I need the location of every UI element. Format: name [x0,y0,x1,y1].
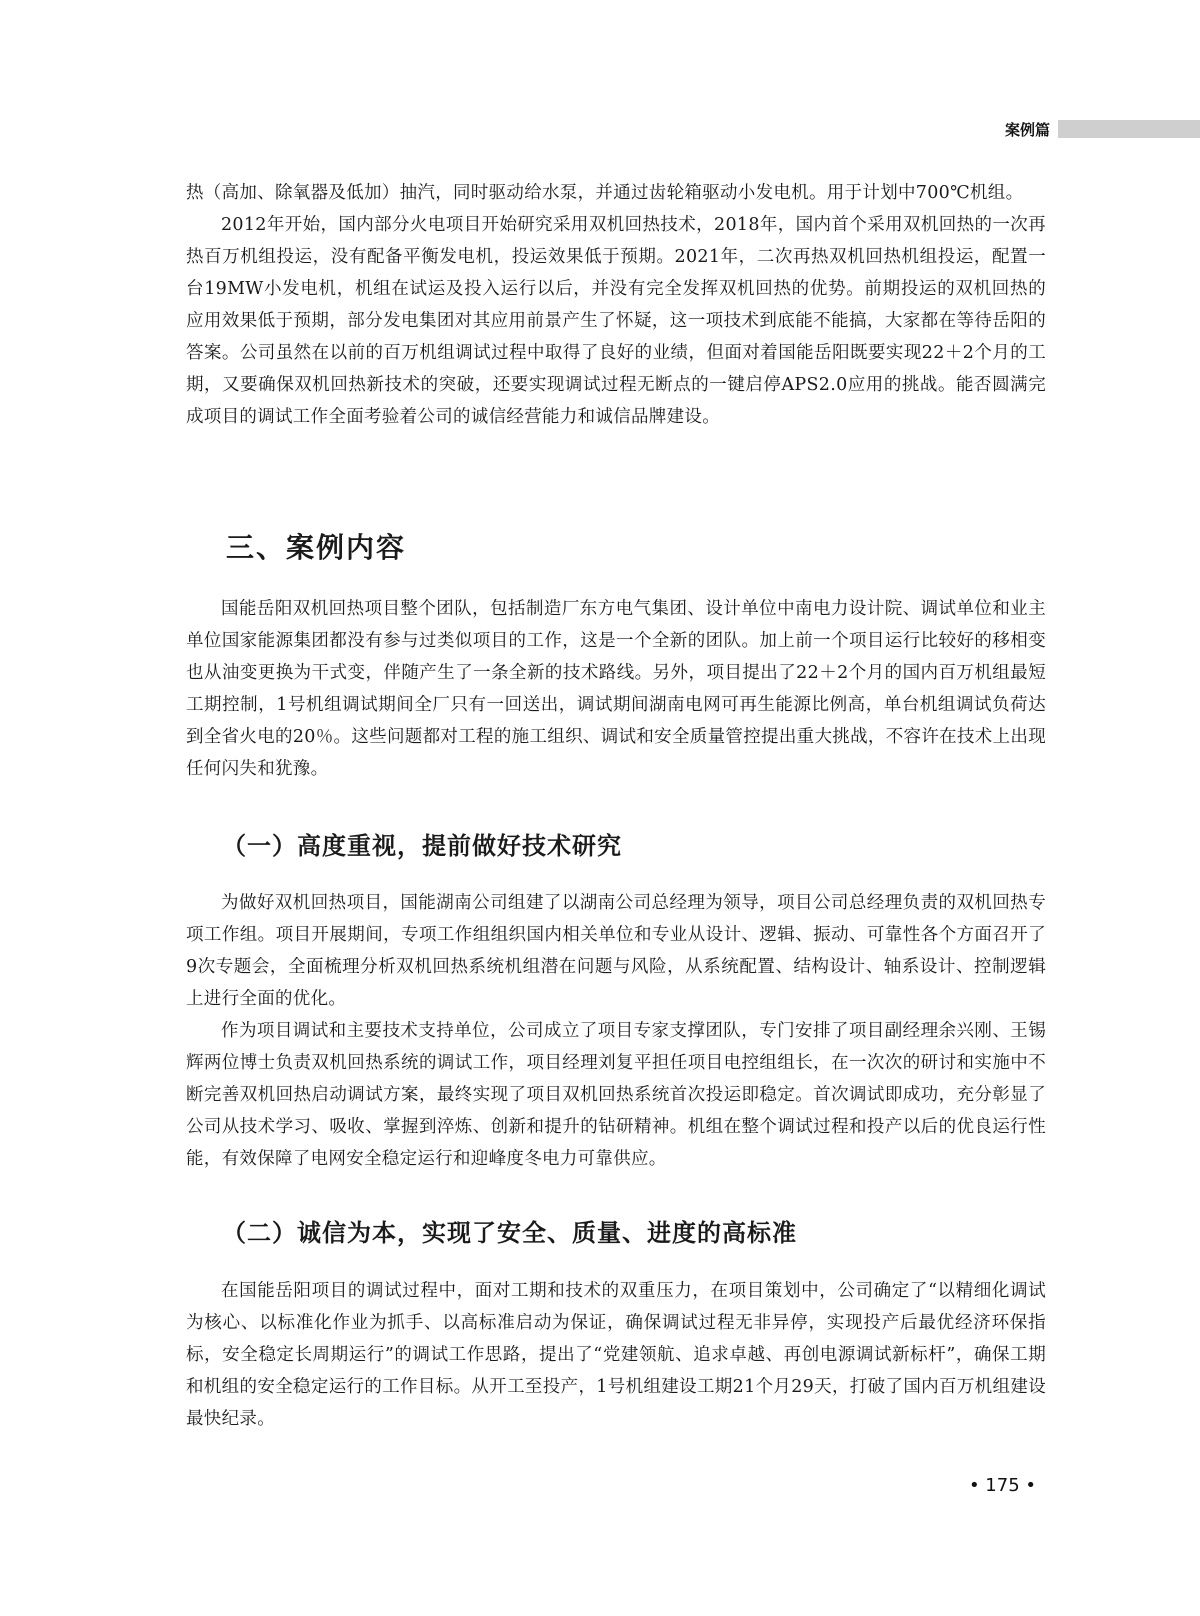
sub1-body [186,887,1046,1175]
sub2-body [186,1275,1046,1435]
paragraph: 国能岳阳双机回热项目整个团队，包括制造厂东方电气集团、设计单位中南电力设计院、调试单位和业主单位国家能源集团都没有参与过类似项目的工作，这是一个全新的团队。加上前一个项目运行比较好的移相变也从油变更换为干式变，伴随产生了一条全新的技术路线。另外，项目提出了22＋2个月的国内百万机组最短工期控制，1号机组调试期间全厂只有一回送出，调试期间湖南电网可再生能源比例高，单台机组调试负荷达到全省火电的20％。这些问题都对工程的施工组织、调试和安全质量管控提出重大挑战，不容许在技术上出现任何闪失和犹豫。 [186,599,1046,779]
paragraph: 在国能岳阳项目的调试过程中，面对工期和技术的双重压力，在项目策划中，公司确定了“以精细化调试为核心、以标准化作业为抓手、以高标准启动为保证，确保调试过程无非异停，实现投产后最优经济环保指标，安全稳定长周期运行”的调试工作思路，提出了“党建领航、追求卓越、再创电源调试新标杆”，确保工期和机组的安全稳定运行的工作目标。从开工至投产，1号机组建设工期21个月29天，打破了国内百万机组建设最快纪录。 [186,1281,1046,1429]
section-heading: 三、案例内容 [226,531,407,564]
intro-block [186,177,1046,433]
paragraph: 热（高加、除氧器及低加）抽汽，同时驱动给水泵，并通过齿轮箱驱动小发电机。用于计划中700℃机组。 [186,183,1024,203]
section3-body [186,593,1046,785]
subsection-heading: （一）高度重视，提前做好技术研究 [222,831,622,860]
paragraph: 2012年开始，国内部分火电项目开始研究采用双机回热技术，2018年，国内首个采用双机回热的一次再热百万机组投运，没有配备平衡发电机，投运效果低于预期。2021年，二次再热双机回热机组投运，配置一台19MW小发电机，机组在试运及投入运行以后，并没有完全发挥双机回热的优势。前期投运的双机回热的应用效果低于预期，部分发电集团对其应用前景产生了怀疑，这一项技术到底能不能搞，大家都在等待岳阳的答案。公司虽然在以前的百万机组调试过程中取得了良好的业绩，但面对着国能岳阳既要实现22＋2个月的工期，又要确保双机回热新技术的突破，还要实现调试过程无断点的一键启停APS2.0应用的挑战。能否圆满完成项目的调试工作全面考验着公司的诚信经营能力和诚信品牌建设。 [186,215,1046,427]
paragraph: 为做好双机回热项目，国能湖南公司组建了以湖南公司总经理为领导，项目公司总经理负责的双机回热专项工作组。项目开展期间，专项工作组组织国内相关单位和专业从设计、逻辑、振动、可靠性各个方面召开了9次专题会，全面梳理分析双机回热系统机组潜在问题与风险，从系统配置、结构设计、轴系设计、控制逻辑上进行全面的优化。 [186,893,1046,1009]
header-section-label: 案例篇 [1004,121,1050,139]
page-number: • 175 • [968,1475,1036,1496]
header-bar [1058,120,1200,138]
paragraph: 作为项目调试和主要技术支持单位，公司成立了项目专家支撑团队，专门安排了项目副经理余兴刚、王锡辉两位博士负责双机回热系统的调试工作，项目经理刘复平担任项目电控组组长，在一次次的研讨和实施中不断完善双机回热启动调试方案，最终实现了项目双机回热系统首次投运即稳定。首次调试即成功，充分彰显了公司从技术学习、吸收、掌握到淬炼、创新和提升的钻研精神。机组在整个调试过程和投产以后的优良运行性能，有效保障了电网安全稳定运行和迎峰度冬电力可靠供应。 [186,1021,1046,1169]
subsection-heading: （二）诚信为本，实现了安全、质量、进度的高标准 [222,1218,797,1247]
